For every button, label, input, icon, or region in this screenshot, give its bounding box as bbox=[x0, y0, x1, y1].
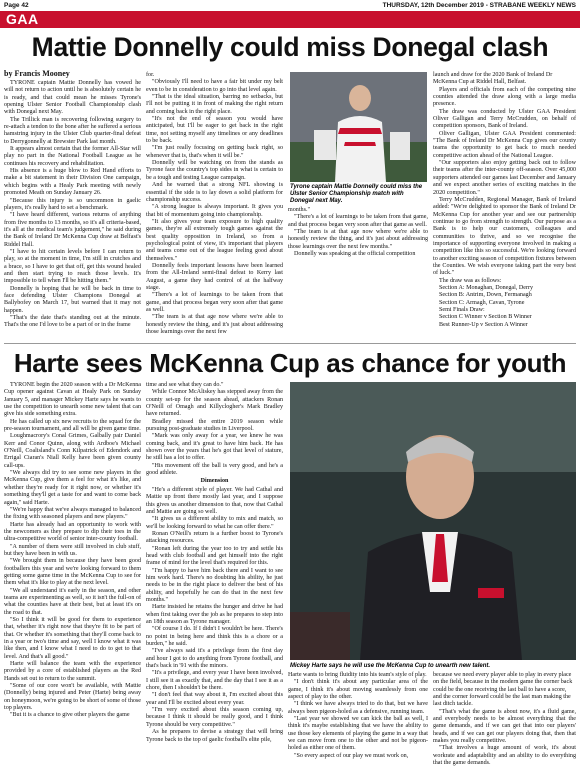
paragraph: "Ronan left during the year too to try and settle his head with club football and get himself into the right frame of mind for the level that's required for this. bbox=[146, 545, 283, 567]
paragraph: The Trillick man is recovering following surgery to re-attach a tendon to the bone after he suffered a serious hamstring injury in the Ulster Club quarter-final defeat to Derrygonnelly at Brewster Park last month. bbox=[4, 116, 141, 145]
paragraph: "The team is at that age now where we're able to honestly review the thing, and it's just about addressing those learnings over the next few months." bbox=[288, 229, 428, 250]
section-band bbox=[0, 11, 580, 28]
story2-column-1 bbox=[4, 382, 141, 735]
paragraph: "I'm happy to have him back there and I want to see him work hard. There's no doubting his ability, he just needs to be in the right place to deliver the best of his ability, and hopefully he can do that in the next few months." bbox=[146, 567, 283, 603]
paragraph: His absence is a huge blow to Red Hand efforts to make a bit statement in their Division One campaign, which begins with a Healy Park meeting with newly promoted Meath on Sunday January 26. bbox=[4, 168, 141, 197]
paragraph: Harte has already had an opportunity to work with the newcomers as they prepare to dip their toes in the ultra-competitive world of senior inter-county football. bbox=[4, 521, 141, 543]
paragraph: "It also gives your team exposure to high quality games, they're all extremely tough games against the best quality opposition in Ireland, so from a psychological point of view, it's important that players and teams come out of the league feeling good about themselves." bbox=[146, 218, 283, 262]
paragraph: "Of course I do. If I didn't I wouldn't be here. There's no point in being here and think this is a chore or a burden," he said. bbox=[146, 626, 283, 648]
section-label: GAA bbox=[6, 11, 39, 27]
paragraph: because we need every player able to play in every place on the field, because in the modern game the corner back could be the one receiving the last ball to have a score, and the corner forward could be the last man making the last ditch tackle. bbox=[433, 672, 573, 708]
paragraph: "So every aspect of our play we must work on, bbox=[294, 752, 409, 759]
paragraph: "I think we have always tried to do that, but we have always been pigeon-holed as a defensive, running team. bbox=[288, 701, 428, 715]
story1-byline: by Francis Mooney bbox=[4, 69, 70, 78]
paragraph: "But it is a chance to give other players the game bbox=[10, 712, 130, 719]
paragraph: Loughmacrory's Conal Grimes, Galbally pair Daniel Kerr and Conor Quinn, along with Ardboe's Michael O'Neill, Coalisland's Conn Kilpatrick of Edendork and Errigal Ciaran's Niall Kelly have been given county call-ups. bbox=[4, 433, 141, 469]
paragraph: "I don't think it's about any particular area of the game, I think it's about moving seamlessly from one aspect of play to the other. bbox=[288, 679, 428, 701]
paragraph: "We all understand it's early in the season, and other teams are experimenting as well, so it isn't the full-on of what the counties have at their best, but at least it's on the road to that. bbox=[4, 587, 141, 616]
paragraph: "We brought them in because they have been good footballers this year and we're looking forward to them getting some game time in the McKenna Cup to see for them what it's like to play at the next level. bbox=[4, 558, 141, 587]
paragraph: Semi Finals Draw: bbox=[439, 307, 485, 313]
story-divider bbox=[4, 343, 576, 344]
paragraph: Section C: Armagh, Cavan, Tyrone bbox=[439, 299, 525, 306]
paragraph: "That involves a huge amount of work, it's about workrate and adaptability and an ability to do everything that the game demands. bbox=[433, 745, 576, 767]
paragraph: "I have to hit certain levels before I can return to play, so at the moment in time, I'm still in crutches and a brace, so I have to get that off, get this wound healed and then start trying to reach those levels. It's impossible to tell when I'll be hitting them." bbox=[4, 248, 141, 285]
paragraph: Donnelly feels important lessons have been learned from the All-Ireland semi-final defeat to Kerry last August, a game they had control of at the halfway stage. bbox=[146, 262, 283, 291]
paragraph: "I'm just really focusing on getting back right, so whenever that is, that's when it will be." bbox=[146, 145, 283, 159]
story2-column-4 bbox=[433, 672, 576, 767]
date-line: THURSDAY, 12th December 2019 - STRABANE WEEKLY NEWS bbox=[382, 2, 576, 9]
paragraph: "I have heard different, various returns of anything from five months to 13 months, so it's all criteria-based, it's all at the medical team's judgement," he said during the Bank of Ireland Dr McKenna Cup draw at Belfast's Riddel Hall. bbox=[4, 212, 141, 248]
paragraph: "He's a different style of player. We had Cathal and Mattie up front there mostly last year, and I suppose this gives us another dimension to that, now that Cathal and Mattie are going so well. bbox=[146, 486, 283, 515]
paragraph: He has called up six new recruits to the squad for the pre-season tournament, and all will be given game time. bbox=[4, 418, 141, 433]
paragraph: "Our supporters also enjoy getting back out to follow their teams after the inter-county off-season. Over 45,000 supporters attended our games last December and January and we expect another series of exciting matches in the 2020 competition." bbox=[433, 160, 576, 196]
paragraph: Harte will balance the team with the experience provided by a core of established players as the Red Hands set out to return to the summit. bbox=[4, 661, 141, 682]
paragraph: Harte insisted he retains the hunger and drive he had when first taking over the job as he prepares to step into an 18th season as Tyrone manager. bbox=[146, 604, 283, 625]
paragraph: TYRONE begin the 2020 season with a Dr McKenna Cup opener against Cavan at Healy Park on Sunday January 5, and manager Mickey Harte says he wants to use the competition to unearth some new talent that can give his side something extra. bbox=[4, 382, 141, 418]
paragraph: "Last year we showed we can kick the ball as well, I think it's maybe establishing that we have the ability to use those key elements of playing the game in a way that we can move from one to the other and not be pigeon-holed as either one of them. bbox=[288, 716, 428, 752]
story1-headline: Mattie Donnelly could miss Donegal clash bbox=[31, 32, 549, 62]
story1-photo bbox=[290, 72, 427, 182]
story2-headline: Harte sees McKenna Cup as chance for youth bbox=[13, 348, 567, 378]
paragraph: Donnelly was speaking at the official competition bbox=[294, 251, 416, 258]
paragraph: for. bbox=[146, 72, 155, 78]
paragraph: Donnelly is hoping that he will be back in time to face defending Ulster Champions Donegal at Ballybofey on March 17, but warned that it may not happen. bbox=[4, 285, 141, 314]
story1-column-4 bbox=[433, 72, 576, 342]
paragraph: The draw was conducted by Ulster GAA President Oliver Galligan and Terry McCrudden, on behalf of competition sponsors, Bank of Ireland. bbox=[433, 108, 576, 130]
story1-column-3 bbox=[288, 207, 428, 342]
page-number: Page 42 bbox=[4, 2, 29, 9]
paragraph: "We're happy that we've always managed to balanced the fixing with seasoned players and new players." bbox=[4, 506, 141, 521]
paragraph: time and see what they can do." bbox=[146, 382, 224, 388]
paragraph: "Mark was only away for a year, we knew he was coming back, and it's great to have him back. He has shown over the years that he's got that level of stature, he still has a lot to offer. bbox=[146, 433, 283, 462]
paragraph: Oliver Galligan, Ulster GAA President commented: "The Bank of Ireland Dr McKenna Cup gives our county teams the opportunity to get back to much needed competitive action ahead of the National League. bbox=[433, 130, 576, 159]
paragraph: It appears almost certain that the former All-Star will play no part in the National Football League as he continues his recovery and rehabilitation. bbox=[4, 146, 141, 167]
story1-photo-caption: Tyrone captain Mattie Donnelly could miss the Ulster Senior Championship match with Donegal next May. bbox=[290, 184, 423, 204]
paragraph: "His movement off the ball is very good, and he's a good athlete. bbox=[146, 462, 283, 477]
story2-column-2 bbox=[146, 382, 283, 743]
paragraph: "Obviously I'll need to have a fair bit under my belt even to be in consideration to go into that level again. bbox=[146, 79, 283, 93]
paragraph: "It gives us a different ability to mix and match, so we'll be looking forward to what he can offer there." bbox=[146, 516, 283, 530]
paragraph: "Because this injury is so uncommon in gaelic players, it's really hard to set a benchmark. bbox=[4, 197, 141, 211]
paragraph: The draw was as follows: bbox=[439, 277, 502, 284]
paragraph: "It's not the end of season you would have anticipated, but I'll be eager to get back in the right time, not setting myself any timelines or any deadlines to be back. bbox=[146, 116, 283, 145]
paragraph: "That's what the game is about now, it's a fluid game, and everybody needs to be almost everything that the game demands, and if we can get that into our players' heads, and if we can get our players doing that, then that makes you really competitive. bbox=[433, 708, 576, 745]
paragraph: Harte wants to bring fluidity into his team's style of play. bbox=[288, 672, 427, 678]
paragraph: "There's a lot of learnings to be taken from that game, and that process began very soon after that game as well. bbox=[146, 292, 283, 313]
paragraph: Donnelly will be watching on from the stands as Tyrone face the country's top sides in what is certain to be a tough and testing League campaign. bbox=[146, 160, 283, 181]
paragraph: "We always did try to see some new players in the McKenna Cup, give them a feel for what it's like, and whether they're ready for it right now, or whether it's something they'll get a taste for and want to come back again," said Harte. bbox=[4, 470, 141, 506]
story2-column-3 bbox=[288, 672, 428, 759]
paragraph: TYRONE captain Mattie Donnelly has vowed he will not return to action until he is absolutely certain he is ready, and that could mean he misses Tyrone's opening Ulster Senior Football Championship clash with Donegal next May. bbox=[4, 80, 141, 116]
paragraph: "I'm very excited about this season coming up, because I think it should be really good, and I think Tyrone should be very competitive." bbox=[146, 707, 283, 728]
story1-column-1 bbox=[4, 80, 141, 342]
story2-photo-caption: Mickey Harte says he will use the McKenna Cup to unearth new talent. bbox=[290, 663, 491, 669]
story2-photo bbox=[290, 382, 576, 660]
paragraph: "That's the date that's standing out at the minute. That's the one I'd love to be a part of or in the frame bbox=[4, 315, 141, 329]
paragraph: Best Runner-Up v Section A Winner bbox=[439, 321, 528, 328]
paragraph: "I don't feel that way about it, I'm excited about this year and I'll be excited about every year. bbox=[146, 692, 283, 706]
paragraph: months." bbox=[288, 207, 310, 213]
paragraph: While Connor McAliskey has stepped away from the county set-up for the season ahead, attackers Ronan O'Neill of Omagh and Killyclogher's Mark Bradley have returned. bbox=[146, 389, 283, 418]
paragraph: "It's a privilege, and every year I have been involved, I still see it as exactly that, and the day that I see it as a chore, then I shouldn't be there. bbox=[146, 670, 283, 692]
paragraph: As he prepares to devise a strategy that will bring Tyrone back to the top of gaelic football's elite pile, bbox=[146, 729, 283, 743]
paragraph: Section B: Antrim, Down, Fermanagh bbox=[439, 292, 532, 299]
paragraph: "I've always said it's a privilege from the first day and hour I got to do anything from Tyrone football, and that's back in '91 with the minors. bbox=[146, 648, 283, 670]
paragraph: "There's a lot of learnings to be taken from that game, and that process began very soon after that game as well. bbox=[288, 214, 428, 228]
paragraph: "A number of them were still involved in club stuff, but they have been in with us. bbox=[4, 543, 141, 557]
paragraph: Dimension bbox=[200, 478, 229, 485]
paragraph: "So I think it will be good for them to experience that, whether it's right now that they're fit to be part of that. Or whether it's something that they'll come back to in a year or two's time and say, well I know what it was like then, and I know what I need to do to get to that level. And that's all good." bbox=[4, 617, 141, 660]
paragraph: Players and officials from each of the competing nine counties attended the draw along with a large media presence. bbox=[433, 86, 576, 108]
paragraph: And he warned that a strong NFL showing is essential if the side is to lay down a solid platform for championship success. bbox=[146, 182, 283, 203]
paragraph: Terry McCrudden, Regional Manager, Bank of Ireland added: "We're delighted to sponsor the Bank of Ireland Dr McKenna Cup for another year and see our partnership continue to go from strength to strength. Our purpose as a Bank is to help our customers, colleagues and communities to thrive, and so we recognise the importance of supporting everyone involved in making a competition like this so successful. We're looking forward to another exciting season of competition fixtures between the Counties. We wish everyone taking part the very best of luck." bbox=[433, 196, 576, 277]
player-photo-illustration bbox=[290, 72, 427, 182]
paragraph: "A strong league is always important. It gives you that bit of momentum going into championship. bbox=[146, 204, 283, 218]
manager-photo-illustration bbox=[290, 382, 576, 660]
paragraph: launch and draw for the 2020 Bank of Ireland Dr McKenna Cup at Riddel Hall, Belfast. bbox=[433, 72, 553, 86]
paragraph: Section C Winner v Section B Winner bbox=[439, 314, 532, 321]
paragraph: "That is the ideal situation, barring no setbacks, but I'll not be putting it in front of making the right return and coming back in the right place. bbox=[146, 94, 283, 115]
paragraph: "Some of our core won't be available, with Mattie (Donnelly) being injured and Peter (Harte) being away on honeymoon, we're going to be short of some of those top players. bbox=[4, 683, 141, 712]
story1-column-2 bbox=[146, 72, 283, 342]
paragraph: "The team is at that age now where we're able to honestly review the thing, and it's just about addressing those learnings over the next few bbox=[146, 314, 283, 336]
paragraph: Section A: Monaghan, Donegal, Derry bbox=[439, 284, 534, 291]
paragraph: Bradley missed the entire 2019 season while pursuing post-graduate studies in Liverpool. bbox=[146, 418, 283, 433]
paragraph: Ronan O'Neill's return is a further boost to Tyrone's attacking resources. bbox=[146, 530, 283, 545]
